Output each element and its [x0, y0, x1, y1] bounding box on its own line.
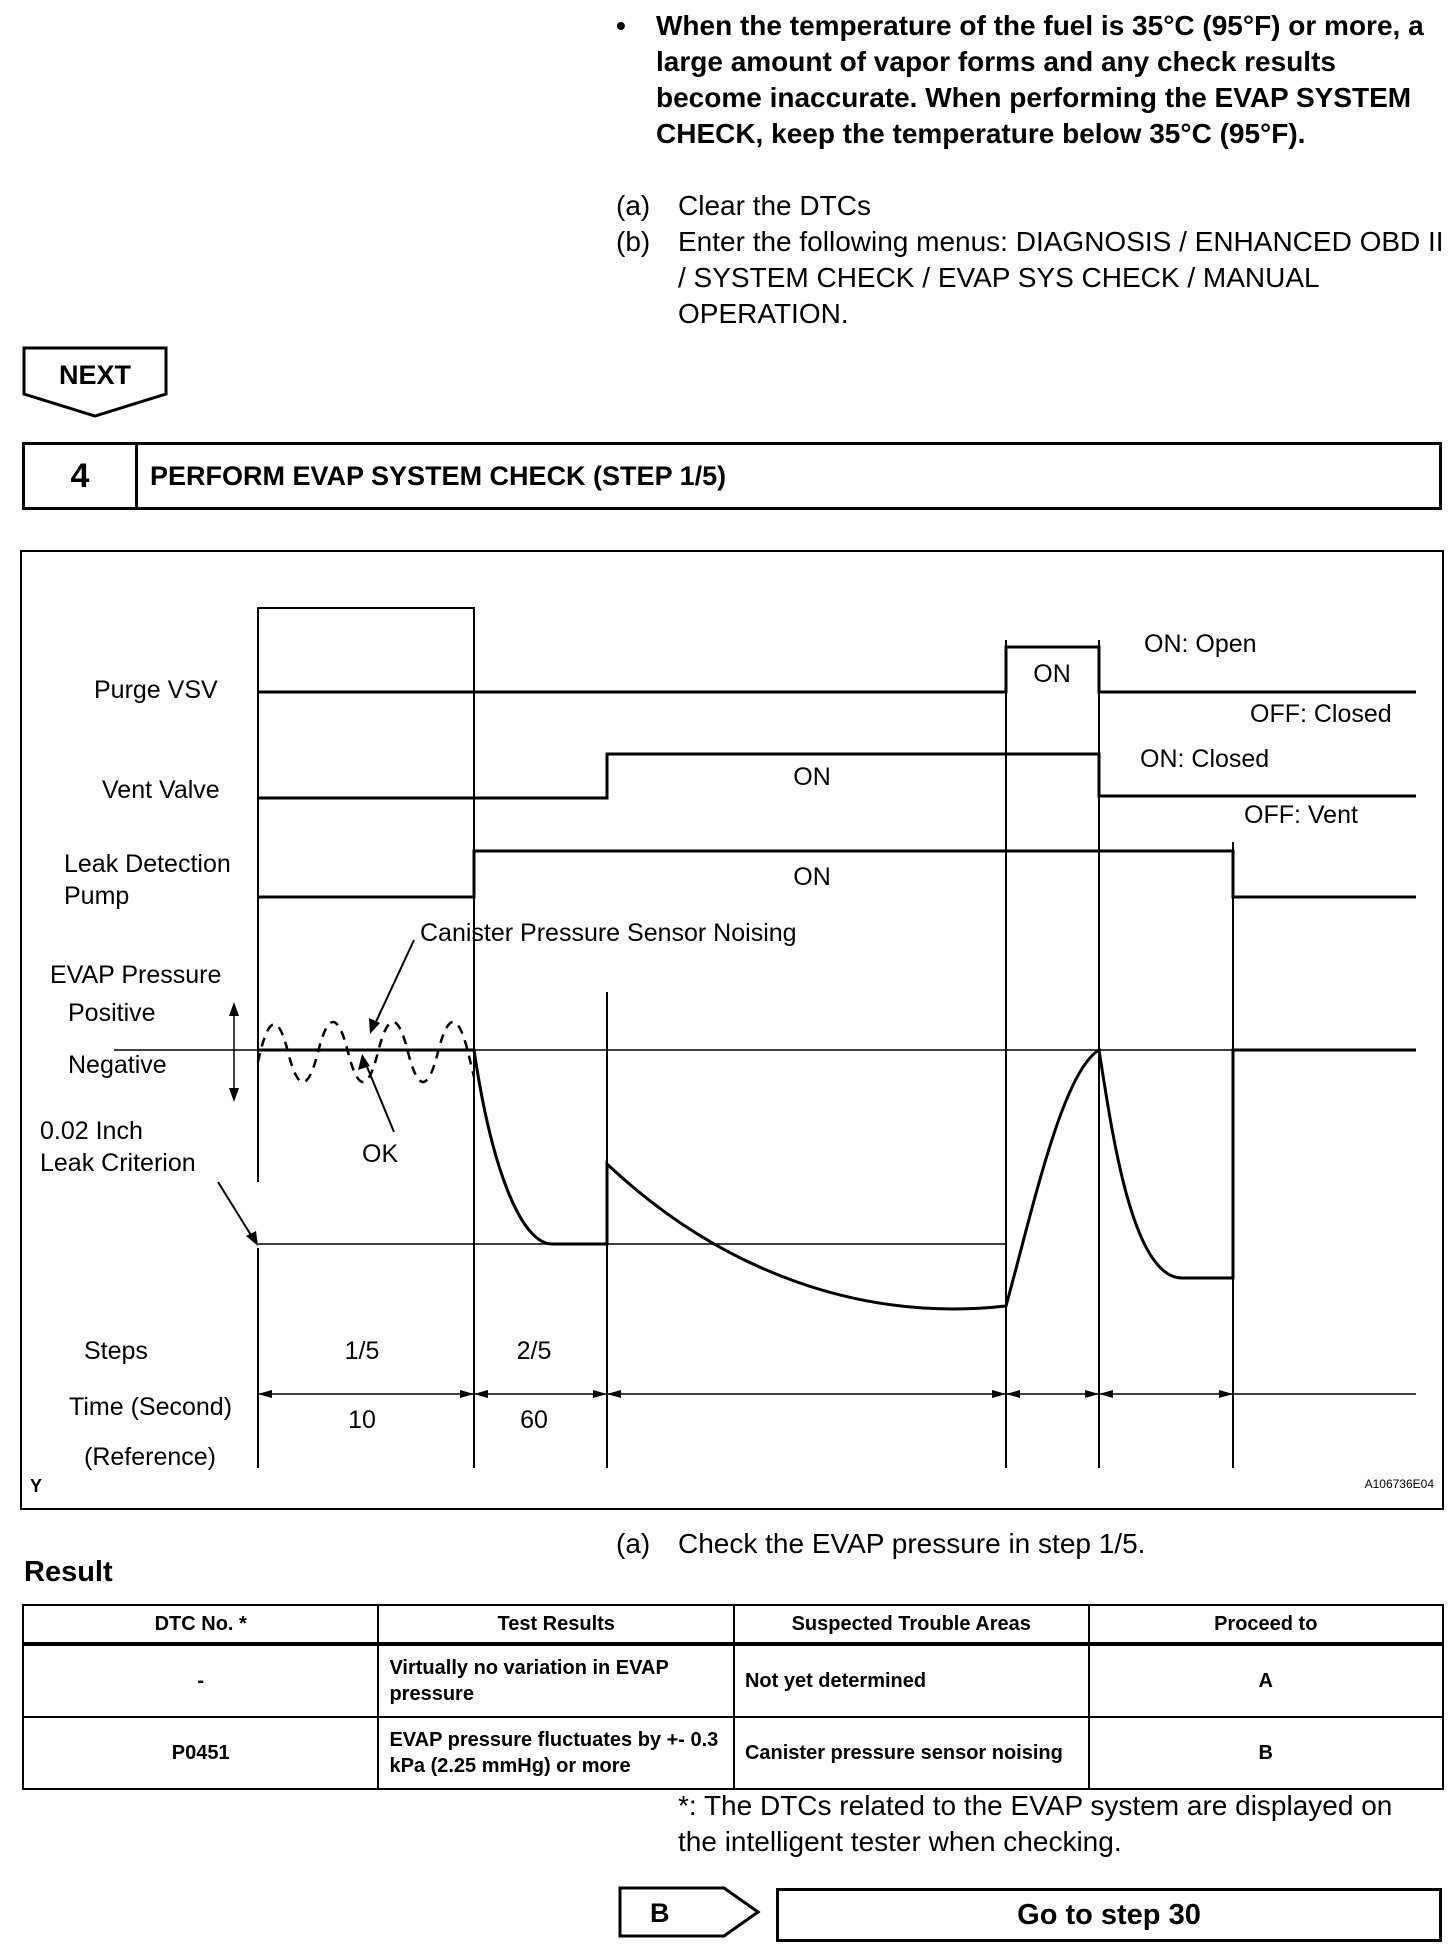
cell-dtc: P0451 — [23, 1717, 378, 1789]
evap-pressure-trace — [258, 1050, 1416, 1309]
label-leak-pump-2: Pump — [64, 882, 130, 910]
instruction-a — [616, 188, 1446, 224]
step-number: 4 — [25, 445, 138, 507]
label-time-2: 60 — [520, 1406, 548, 1434]
label-on-closed: ON: Closed — [1140, 745, 1270, 773]
label-ok: OK — [362, 1140, 399, 1168]
instruction-label: (b) — [616, 226, 651, 257]
label-time: Time (Second) — [69, 1393, 233, 1421]
label-time-1: 10 — [348, 1406, 376, 1434]
result-heading: Result — [24, 1556, 113, 1588]
check-note — [616, 1526, 1446, 1562]
label-vent-valve: Vent Valve — [102, 776, 220, 804]
evap-timing-diagram — [20, 550, 1444, 1510]
goto-step-label: Go to step 30 — [1017, 1898, 1201, 1931]
instruction-text: Enter the following menus: DIAGNOSIS / ENHANCED OBD II / SYSTEM CHECK / EVAP SYS CHECK / MANUAL OPERATION. — [678, 226, 1444, 329]
instruction-text: Clear the DTCs — [678, 190, 871, 221]
label-on-open: ON: Open — [1144, 630, 1257, 658]
sensor-noise-wave — [258, 1022, 474, 1082]
cell-dtc: - — [23, 1644, 378, 1717]
label-reference: (Reference) — [84, 1443, 216, 1471]
cell-trouble-area: Canister pressure sensor noising — [734, 1717, 1089, 1789]
cell-proceed: B — [1089, 1717, 1443, 1789]
caution-note — [616, 8, 1436, 152]
table-row — [23, 1717, 1443, 1789]
cell-test-result: EVAP pressure fluctuates by +- 0.3 kPa (2.25 mmHg) or more — [378, 1717, 734, 1789]
next-arrow-icon — [22, 346, 170, 418]
label-pump-on: ON — [793, 863, 831, 891]
header-trouble-areas: Suspected Trouble Areas — [734, 1605, 1089, 1644]
figure-id: A106736E04 — [1364, 1477, 1434, 1491]
branch-letter: B — [650, 1898, 670, 1928]
label-leak-pump-1: Leak Detection — [64, 850, 231, 878]
label-purge-on: ON — [1033, 660, 1071, 688]
instruction-label: (a) — [616, 190, 651, 221]
header-dtc: DTC No. * — [23, 1605, 378, 1644]
label-positive: Positive — [68, 999, 156, 1027]
result-table — [22, 1604, 1444, 1790]
label-off-closed: OFF: Closed — [1250, 700, 1392, 728]
step-header — [22, 442, 1442, 510]
label-step-1: 1/5 — [344, 1337, 380, 1365]
label-steps: Steps — [84, 1337, 148, 1365]
footnote: *: The DTCs related to the EVAP system are displayed on the intelligent tester when checking. — [678, 1790, 1393, 1857]
caution-text: When the temperature of the fuel is 35°C (95°F) or more, a large amount of vapor forms and any check results become inaccurate. When performing the EVAP SYSTEM CHECK, keep the temperature below 35°C (95°F). — [656, 10, 1424, 149]
next-label: NEXT — [58, 360, 132, 390]
label-noising: Canister Pressure Sensor Noising — [420, 919, 797, 947]
branch-b-arrow-icon — [618, 1886, 762, 1938]
bullet-icon: • — [616, 10, 626, 41]
label-negative: Negative — [68, 1051, 167, 1079]
cell-proceed: A — [1089, 1644, 1443, 1717]
timing-chart — [22, 552, 1446, 1512]
check-note-text: Check the EVAP pressure in step 1/5. — [678, 1528, 1146, 1559]
label-purge-vsv: Purge VSV — [94, 676, 218, 704]
label-vent-on: ON — [793, 763, 831, 791]
label-off-vent: OFF: Vent — [1244, 801, 1358, 829]
cell-trouble-area: Not yet determined — [734, 1644, 1089, 1717]
table-header-row — [23, 1605, 1443, 1644]
goto-step-button[interactable] — [776, 1888, 1442, 1942]
step-title: PERFORM EVAP SYSTEM CHECK (STEP 1/5) — [150, 460, 727, 491]
table-row — [23, 1644, 1443, 1717]
label-evap-pressure: EVAP Pressure — [50, 961, 222, 989]
instruction-b — [616, 224, 1446, 332]
label-step-2: 2/5 — [516, 1337, 552, 1365]
corner-y-mark: Y — [30, 1476, 43, 1496]
header-proceed: Proceed to — [1089, 1605, 1443, 1644]
cell-test-result: Virtually no variation in EVAP pressure — [378, 1644, 734, 1717]
label-leak-crit-1: 0.02 Inch — [40, 1117, 143, 1145]
check-note-label: (a) — [616, 1528, 651, 1559]
leak-pump-signal — [258, 851, 1416, 897]
header-test-results: Test Results — [378, 1605, 734, 1644]
label-leak-crit-2: Leak Criterion — [40, 1149, 196, 1177]
